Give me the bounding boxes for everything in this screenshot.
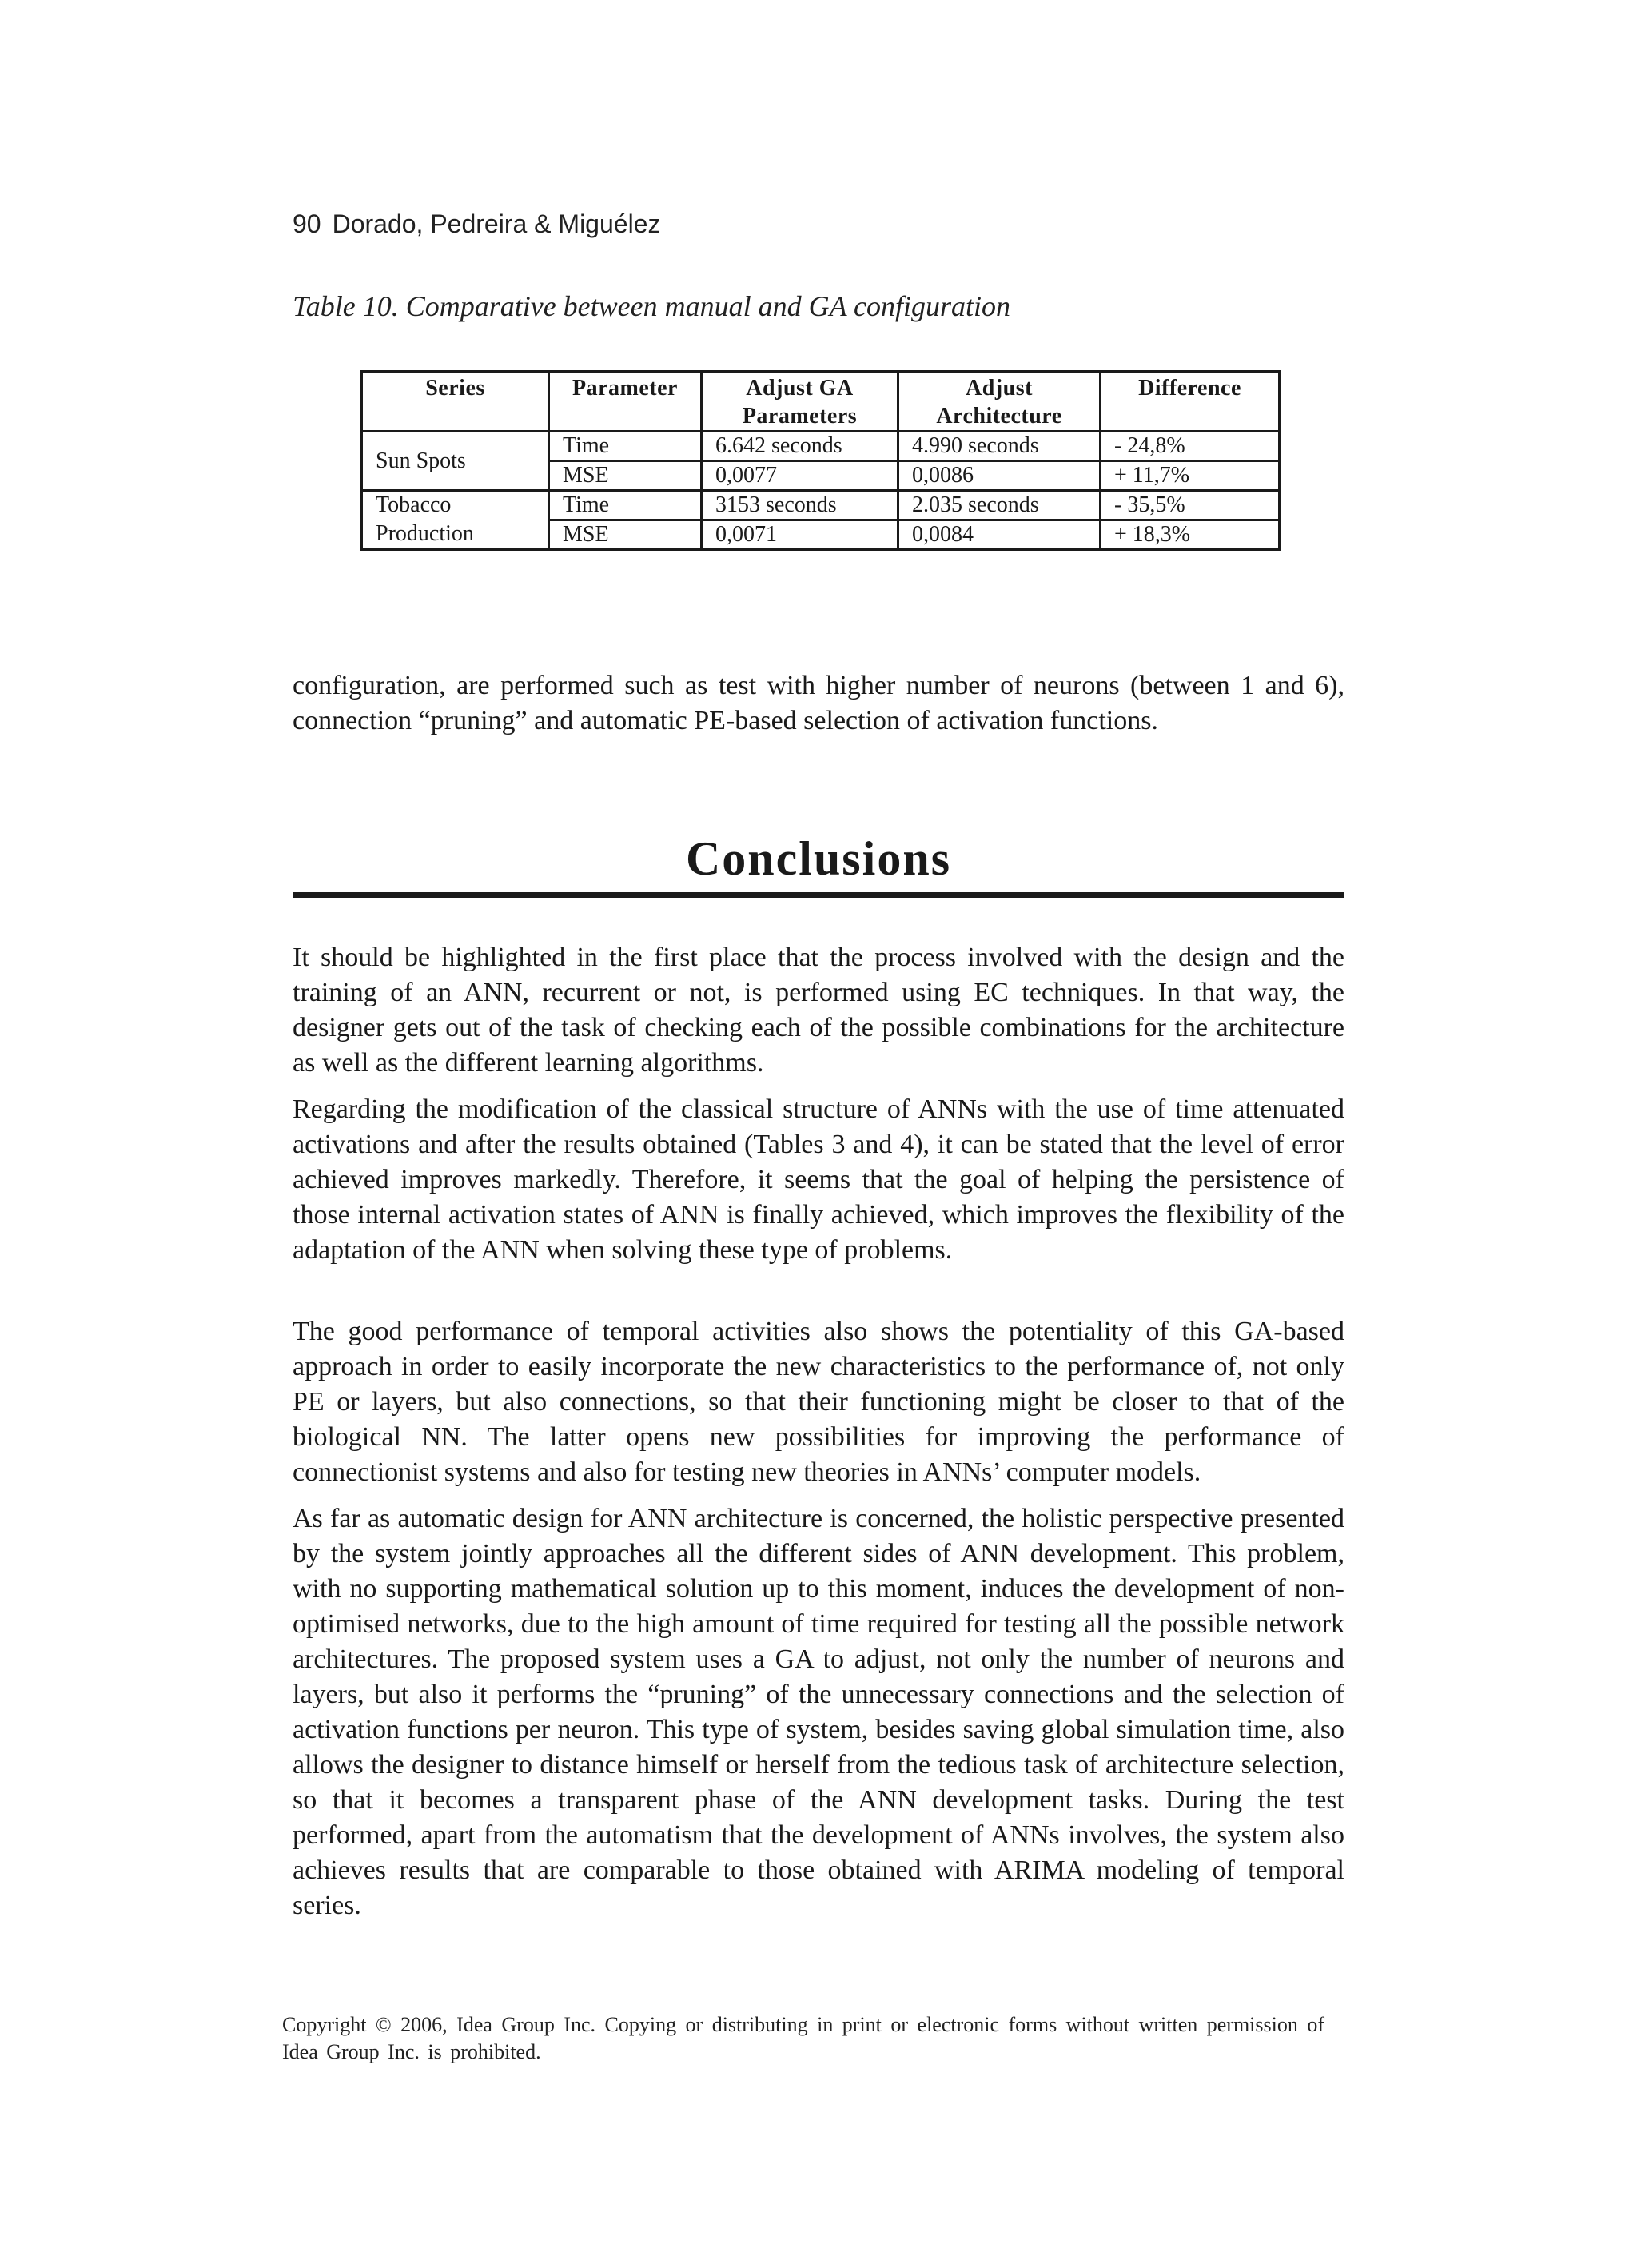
table-cell-diff: - 35,5% (1101, 491, 1280, 520)
table-cell-arch: 0,0084 (898, 520, 1101, 550)
table-cell-ga: 6.642 seconds (702, 432, 898, 461)
table-cell-diff: + 11,7% (1101, 461, 1280, 491)
table-cell-arch: 4.990 seconds (898, 432, 1101, 461)
table-cell-arch: 2.035 seconds (898, 491, 1101, 520)
body-paragraph: It should be highlighted in the first place that the process involved with the design and the training of an ANN, recurrent or not, is performed using EC techniques. In that way, the designer gets out of the task of checking each of the possible combinations for the architecture as well as the different learning algorithms. (293, 943, 1344, 1078)
table-cell-series: Tobacco (362, 491, 549, 520)
table-cell-series: Sun Spots (362, 432, 549, 491)
page-number: 90 (293, 209, 321, 238)
column-header-parameter: Parameter (549, 372, 702, 432)
table-caption: Table 10. Comparative between manual and GA configuration (293, 290, 1010, 322)
column-header-series: Series (362, 372, 549, 432)
body-paragraph: As far as automatic design for ANN architecture is concerned, the holistic perspective presented by the system jointly approaches all the different sides of ANN development. This problem, with no supporting mathematical solution up to this moment, induces the development of non-optimised networks, due to the high amount of time required for testing all the possible network architectures. The proposed system uses a GA to adjust, not only the number of neurons and layers, but also it performs the “pruning” of the unnecessary connections and the selection of activation functions per neuron. This type of system, besides saving global simulation time, also allows the designer to distance himself or herself from the tedious task of architecture selection, so that it becomes a transparent phase of the ANN development tasks. During the test performed, apart from the automatism that the development of ANNs involves, the system also achieves results that are comparable to those obtained with ARIMA modeling of temporal series. (293, 1504, 1344, 1920)
column-header-adjust-architecture: Adjust Architecture (898, 372, 1101, 432)
table-cell-parameter: MSE (549, 461, 702, 491)
column-header-adjust-ga-parameters: Adjust GA Parameters (702, 372, 898, 432)
table-cell-ga: 3153 seconds (702, 491, 898, 520)
table-cell-diff: + 18,3% (1101, 520, 1280, 550)
intro-paragraph: configuration, are performed such as test with higher number of neurons (between 1 and 6), connection “pruning” and automatic PE-based selection of activation functions. (293, 671, 1344, 735)
table-cell-ga: 0,0071 (702, 520, 898, 550)
body-paragraph: Regarding the modification of the classical structure of ANNs with the use of time attenuated activations and after the results obtained (Tables 3 and 4), it can be stated that the level of error achieved improves markedly. Therefore, it seems that the goal of helping the persistence of those internal activation states of ANN is finally achieved, which improves the flexibility of the adaptation of the ANN when solving these type of problems. (293, 1094, 1344, 1265)
column-header-difference: Difference (1101, 372, 1280, 432)
table-cell-parameter: Time (549, 432, 702, 461)
running-head-authors: Dorado, Pedreira & Miguélez (332, 209, 661, 238)
copyright-notice: Copyright © 2006, Idea Group Inc. Copying or distributing in print or electronic forms without written permission of Idea Group Inc. is prohibited. (282, 2013, 1324, 2063)
table-cell-parameter: MSE (549, 520, 702, 550)
comparison-table (360, 370, 1281, 551)
body-paragraph: The good performance of temporal activities also shows the potentiality of this GA-based approach in order to easily incorporate the new characteristics to the performance of, not only PE or layers, but also connections, so that their functioning might be closer to that of the biological NN. The latter opens new possibilities for improving the performance of connectionist systems and also for testing new theories in ANNs’ computer models. (293, 1317, 1344, 1487)
table-row (362, 432, 1280, 461)
section-heading: Conclusions (685, 832, 952, 885)
table-header-row (362, 372, 1280, 432)
table-cell-diff: - 24,8% (1101, 432, 1280, 461)
running-head (293, 209, 660, 239)
table-cell-ga: 0,0077 (702, 461, 898, 491)
table-row (362, 520, 1280, 550)
table-row (362, 491, 1280, 520)
table-cell-parameter: Time (549, 491, 702, 520)
table-cell-series: Production (362, 520, 549, 550)
table-cell-arch: 0,0086 (898, 461, 1101, 491)
heading-rule (293, 892, 1344, 898)
